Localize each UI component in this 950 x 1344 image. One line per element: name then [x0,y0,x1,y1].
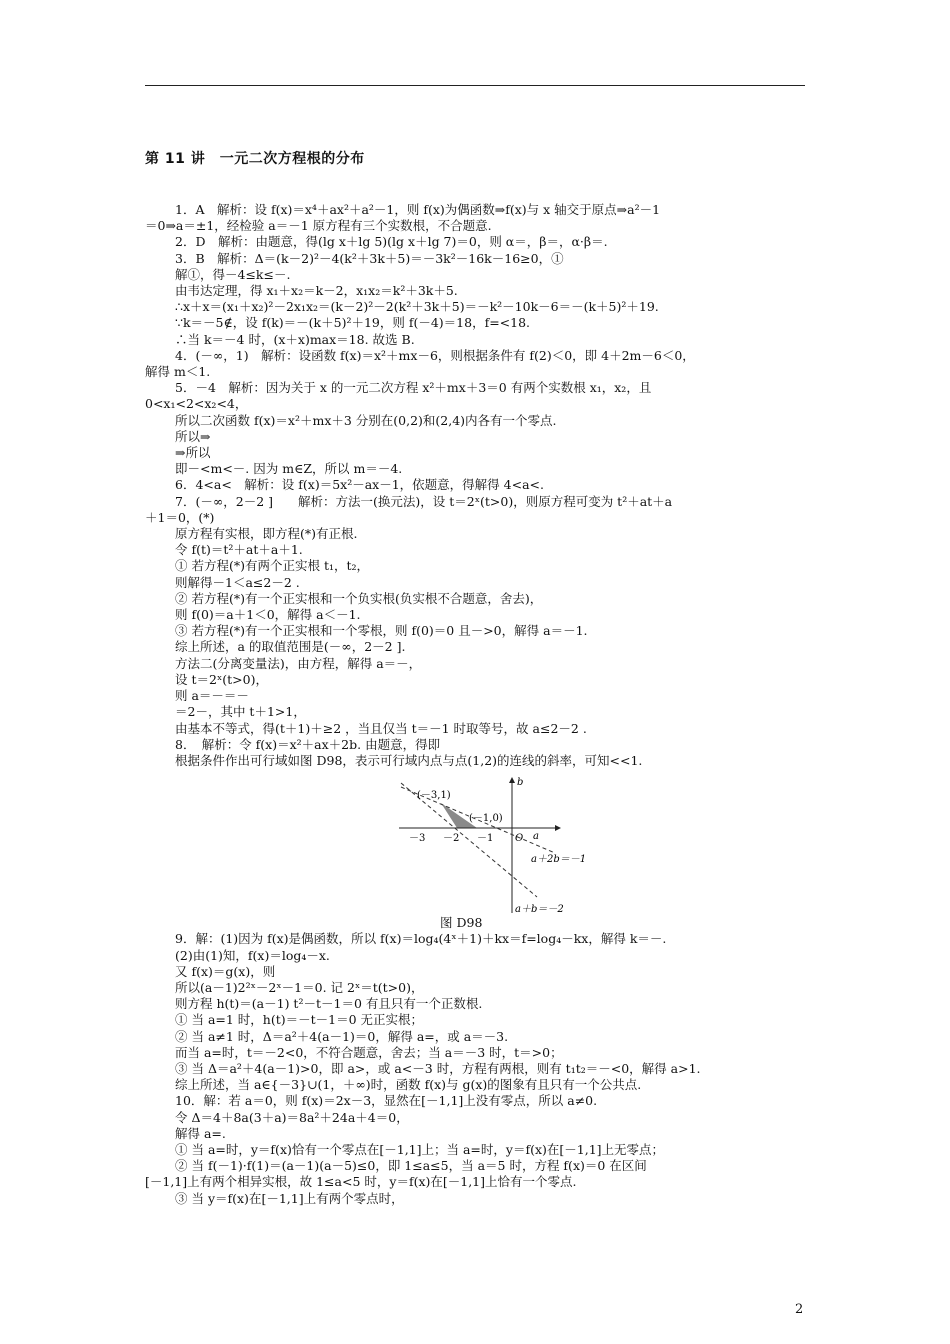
point-label-m3-1: (－3,1) [417,790,451,802]
text-line: 9．解：(1)因为 f(x)是偶函数，所以 f(x)＝log₄(4ˣ＋1)＋kx＝f=log₄－kx，解得 k＝－. [175,931,667,947]
text-line: 10．解：若 a＝0，则 f(x)＝2x－3，显然在[－1,1]上没有零点，所以 a≠0. [175,1093,598,1109]
line-label-a-plus-b: a＋b＝－2 [515,904,564,916]
text-line: 0<x₁<2<x₂<4， [145,396,248,412]
solutions-part-2 [145,931,810,1206]
text-line: 综上所述，a 的取值范围是(－∞，2－2 ]. [175,639,406,655]
text-line: ∴x＋x＝(x₁＋x₂)²－2x₁x₂＝(k－2)²－2(k²＋3k＋5)＝－k²－10k－6＝－(k＋5)²＋19. [175,299,659,315]
text-line: 则方程 h(t)＝(a－1) t²－t－1＝0 有且只有一个正数根. [175,996,483,1012]
text-line: 即－<m<－. 因为 m∈Z，所以 m＝－4. [175,461,403,477]
b-axis-label: b [517,777,524,789]
header-rule [145,85,805,86]
text-line: ② 若方程(*)有一个正实根和一个负实根(负实根不合题意，舍去)， [175,590,543,606]
text-line: 由基本不等式，得(t＋1)＋≥2 ，当且仅当 t＝－1 时取等号，故 a≤2－2 . [175,720,587,736]
page-number: 2 [795,1302,804,1317]
text-line: ① 当 a=1 时，h(t)＝－t－1＝0 无正实根； [175,1012,424,1028]
text-line: ＝2－，其中 t＋1>1， [175,704,306,720]
text-line: ＋1＝0，(*) [145,509,215,525]
text-line: 则解得－1＜a≤2－2 . [175,574,300,590]
document-body [145,202,810,1207]
a-axis-arrow [555,825,561,831]
text-line: 解得 a=. [175,1125,226,1141]
text-line: 令 Δ＝4＋8a(3＋a)＝8a²＋24a＋4＝0， [175,1109,409,1125]
text-line: [－1,1]上有两个相异实根，故 1≤a<5 时，y＝f(x)在[－1,1]上恰有一个零点. [145,1174,577,1190]
text-line: 解得 m＜1. [145,364,211,380]
text-line: 所以⇒ [175,428,211,444]
text-line: ③ 若方程(*)有一个正实根和一个零根，则 f(0)＝0 且－>0，解得 a＝－1. [175,623,588,639]
text-line: 1．A 解析：设 f(x)＝x⁴＋ax²＋a²－1，则 f(x)为偶函数⇒f(x)与 x 轴交于原点⇒a²－1 [175,202,661,217]
text-line: 6．4<a< 解析：设 f(x)＝5x²－ax－1，依题意，得解得 4<a<. [175,477,544,493]
origin-label: O [515,833,524,845]
text-line: 所以(a－1)2²ˣ－2ˣ－1＝0. 记 2ˣ＝t(t>0)， [175,979,424,995]
text-line: 则 f(0)＝a＋1＜0，解得 a＜－1. [175,607,361,623]
text-line: 方法二(分离变量法)，由方程，解得 a＝－， [175,655,422,671]
text-line: 2．D 解析：由题意，得(lg x＋lg 5)(lg x＋lg 7)＝0，则 α＝，β＝，α·β＝. [175,234,608,250]
text-line: ② 当 a≠1 时，Δ＝a²＋4(a－1)＝0，解得 a=，或 a＝－3. [175,1028,509,1044]
text-line: ① 若方程(*)有两个正实根 t₁，t₂， [175,558,370,574]
text-line: ∴当 k＝－4 时，(x＋x)max＝18. 故选 B. [175,331,415,347]
text-line: ① 当 a=时，y＝f(x)恰有一个零点在[－1,1]上；当 a=时，y＝f(x)在[－1,1]上无零点； [175,1141,665,1157]
text-line: 而当 a=时，t＝－2<0，不符合题意，舍去；当 a＝－3 时，t＝>0； [175,1044,563,1060]
text-line: 令 f(t)＝t²＋at＋a＋1. [175,542,303,558]
text-line: 3．B 解析：Δ＝(k－2)²－4(k²＋3k＋5)＝－3k²－16k－16≥0，① [175,250,564,266]
point-label-m1-0: (－1,0) [469,813,503,825]
text-line: 则 a＝－＝－ [175,688,249,704]
line-label-a-plus-2b: a＋2b＝－1 [531,854,587,866]
text-line: 7．(－∞，2－2 ] 解析：方法一(换元法)，设 t＝2ˣ(t>0)，则原方程可变为 t²＋at＋a [175,493,673,509]
text-line: ∵k＝－5∉，设 f(k)＝－(k＋5)²＋19，则 f(－4)＝18，f=<18. [175,315,531,331]
page-title: 第 11 讲 一元二次方程根的分布 [145,151,365,167]
text-line: ③ 当 Δ＝a²＋4(a－1)>0，即 a>，或 a<－3 时，方程有两根，则有 t₁t₂＝－<0，解得 a>1. [175,1060,701,1076]
tick-label-m2: －2 [443,833,460,845]
text-line: 原方程有实根，即方程(*)有正根. [175,526,358,542]
text-line: ② 当 f(－1)·f(1)＝(a－1)(a－5)≤0，即 1≤a≤5，当 a＝5 时，方程 f(x)＝0 在区间 [175,1158,647,1174]
a-axis-label: a [533,831,539,843]
solutions-part-1 [145,202,810,769]
figure-d98 [397,775,597,915]
text-line: ＝0⇒a＝±1，经检验 a＝－1 原方程有三个实数根，不合题意. [145,218,492,234]
text-line: ③ 当 y＝f(x)在[－1,1]上有两个零点时， [175,1190,404,1206]
text-line: 根据条件作出可行域如图 D98，表示可行域内点与点(1,2)的连线的斜率，可知<<1. [175,752,643,768]
text-line: 8． 解析：令 f(x)＝x²＋ax＋2b. 由题意，得即 [175,736,441,752]
text-line: ⇒所以 [175,445,211,461]
text-line: 设 t＝2ˣ(t>0)， [175,671,268,687]
b-axis-arrow [509,777,515,783]
text-line: 5．－4 解析：因为关于 x 的一元二次方程 x²＋mx＋3＝0 有两个实数根 x₁，x₂，且 [175,380,652,396]
figure-caption: 图 D98 [440,915,483,931]
text-line: 又 f(x)＝g(x)，则 [175,963,276,979]
tick-label-m1: －1 [477,833,494,845]
text-line: 所以二次函数 f(x)＝x²＋mx＋3 分别在(0,2)和(2,4)内各有一个零点. [175,412,557,428]
text-line: 综上所述，当 a∈{－3}∪(1，＋∞)时，函数 f(x)与 g(x)的图象有且只有一个公共点. [175,1077,642,1093]
tick-label-m3: －3 [409,833,426,845]
text-line: (2)由(1)知，f(x)＝log₄－x. [175,947,330,963]
text-line: 4．(－∞，1) 解析：设函数 f(x)＝x²＋mx－6，则根据条件有 f(2)＜0，即 4＋2m－6＜0， [175,347,695,363]
text-line: 解①，得－4≤k≤－. [175,266,291,282]
text-line: 由韦达定理，得 x₁＋x₂＝k－2，x₁x₂＝k²＋3k＋5. [175,283,458,299]
